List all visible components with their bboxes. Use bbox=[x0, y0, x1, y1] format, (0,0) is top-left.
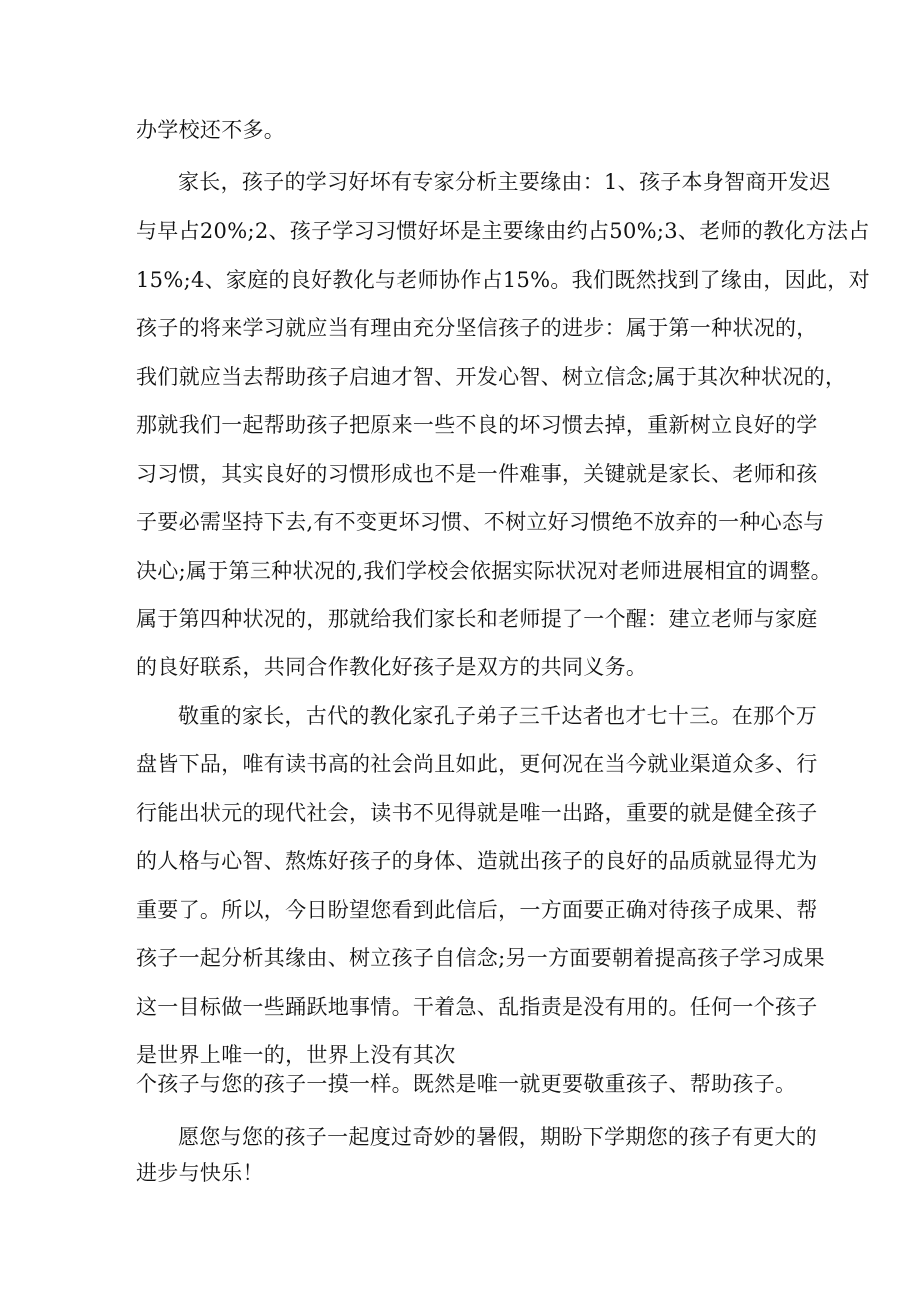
text-line: 与早占20%;2、孩子学习习惯好坏是主要缘由约占50%;3、老师的教化方法占 bbox=[136, 219, 870, 243]
text-line: 孩子一起分析其缘由、树立孩子自信念;另一方面要朝着提高孩子学习成果 bbox=[136, 946, 825, 970]
text-line: 子要必需坚持下去,有不变更坏习惯、不树立好习惯绝不放弃的一种心态与 bbox=[136, 510, 825, 534]
text-line: 决心;属于第三种状况的,我们学校会依据实际状况对老师进展相宜的调整。 bbox=[136, 559, 832, 583]
text-line: 属于第四种状况的，那就给我们家长和老师提了一个醒：建立老师与家庭 bbox=[136, 607, 818, 631]
paragraph-start: 敬重的家长，古代的教化家孔子弟子三千达者也才七十三。在那个万 bbox=[178, 704, 817, 728]
text-line: 的人格与心智、熬炼好孩子的身体、造就出孩子的良好的品质就显得尤为 bbox=[136, 849, 818, 873]
text-line: 是世界上唯一的，世界上没有其次 bbox=[136, 1043, 456, 1067]
text-line: 重要了。所以，今日盼望您看到此信后，一方面要正确对待孩子成果、帮 bbox=[136, 898, 818, 922]
text-line: 行能出状元的现代社会，读书不见得就是唯一出路，重要的就是健全孩子 bbox=[136, 801, 818, 825]
text-line: 盘皆下品，唯有读书高的社会尚且如此，更何况在当今就业渠道众多、行 bbox=[136, 752, 818, 776]
text-line: 的良好联系，共同合作教化好孩子是双方的共同义务。 bbox=[136, 655, 648, 679]
text-line: 那就我们一起帮助孩子把原来一些不良的坏习惯去掉，重新树立良好的学 bbox=[136, 413, 818, 437]
text-line: 我们就应当去帮助孩子启迪才智、开发心智、树立信念;属于其次种状况的， bbox=[136, 365, 847, 389]
text-line: 这一目标做一些踊跃地事情。干着急、乱指责是没有用的。任何一个孩子 bbox=[136, 995, 818, 1019]
text-line: 个孩子与您的孩子一摸一样。既然是唯一就更要敬重孩子、帮助孩子。 bbox=[136, 1072, 797, 1096]
paragraph-start: 愿您与您的孩子一起度过奇妙的暑假，期盼下学期您的孩子有更大的 bbox=[178, 1125, 817, 1149]
text-line: 办学校还不多。 bbox=[136, 118, 286, 142]
text-line: 习习惯，其实良好的习惯形成也不是一件难事，关键就是家长、老师和孩 bbox=[136, 462, 818, 486]
text-line: 15%;4、家庭的良好教化与老师协作占15%。我们既然找到了缘由，因此，对 bbox=[136, 268, 870, 292]
text-line: 进步与快乐！ bbox=[136, 1161, 264, 1185]
paragraph-start: 家长，孩子的学习好坏有专家分析主要缘由：1、孩子本身智商开发迟 bbox=[178, 170, 831, 194]
text-line: 孩子的将来学习就应当有理由充分坚信孩子的进步：属于第一种状况的， bbox=[136, 316, 818, 340]
